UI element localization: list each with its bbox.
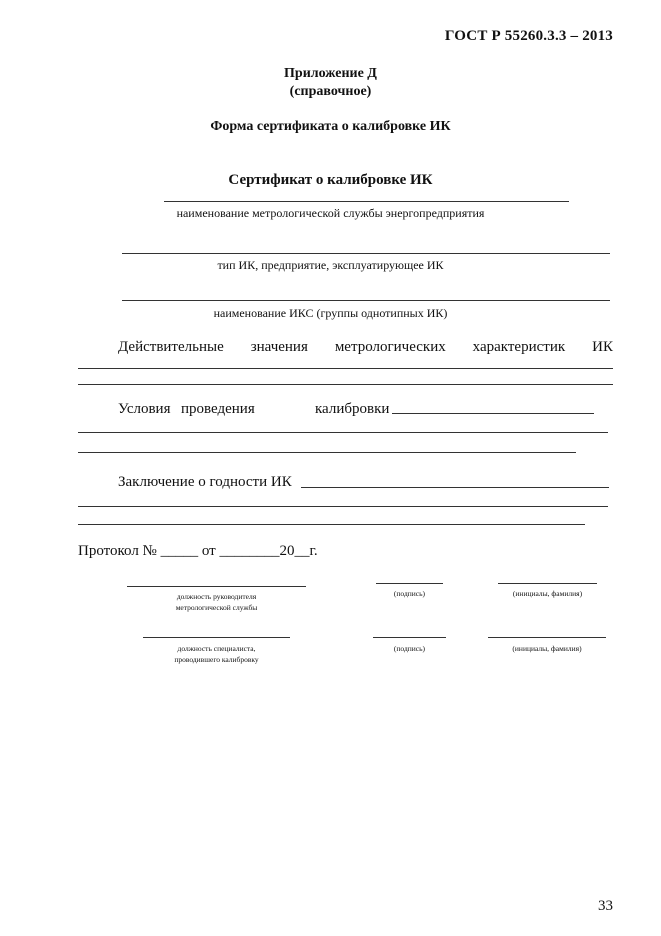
ik-type-line[interactable] [122,253,610,254]
appendix-title: Приложение Д [284,66,377,81]
actual-values-word: значения [250,339,308,355]
conditions-word: Условия [118,401,171,417]
conditions-word: калибровки [315,401,390,417]
head-signature-line[interactable] [376,583,443,584]
specialist-initials-line[interactable] [488,637,606,638]
head-signature-caption: (подпись) [393,589,426,598]
conditions-word: проведения [181,401,255,417]
conditions-line[interactable] [78,452,576,453]
iks-name-line[interactable] [122,300,610,301]
service-name-line[interactable] [164,201,569,202]
actual-values-word: метрологических [334,339,446,355]
conditions-line[interactable] [78,432,608,433]
actual-values-label [78,339,613,356]
head-position-line[interactable] [127,586,306,587]
conclusion-line[interactable] [301,487,609,488]
conditions-line[interactable] [392,413,594,414]
page-number: 33 [598,898,613,914]
document-header: ГОСТ Р 55260.3.3 – 2013 [444,28,613,44]
actual-values-line[interactable] [78,368,613,369]
actual-values-word: характеристик [472,339,566,355]
specialist-signature-caption: (подпись) [393,644,426,653]
actual-values-word: ИК [592,339,613,355]
conclusion-label: Заключение о годности ИК [118,474,292,490]
head-initials-line[interactable] [498,583,597,584]
protocol-line: Протокол № _____ от ________20__г. [78,543,318,559]
specialist-initials-caption: (инициалы, фамилия) [512,644,582,653]
head-initials-caption: (инициалы, фамилия) [512,589,583,598]
certificate-title: Сертификат о калибровке ИК [228,172,433,188]
ik-type-caption: тип ИК, предприятие, эксплуатирующее ИК [217,258,444,272]
iks-name-caption: наименование ИКС (группы однотипных ИК) [213,306,448,320]
form-title: Форма сертификата о калибровке ИК [210,119,451,134]
appendix-subtitle: (справочное) [289,84,372,99]
specialist-position-line[interactable] [143,637,290,638]
actual-values-word: Действительные [118,339,224,355]
specialist-signature-line[interactable] [373,637,446,638]
head-position-caption: должность руководителя метрологической службы [175,592,258,612]
conclusion-line[interactable] [78,524,585,525]
service-name-caption: наименование метрологической службы энергопредприятия [176,206,485,220]
conclusion-line[interactable] [78,506,608,507]
actual-values-line[interactable] [78,384,613,385]
specialist-position-caption: должность специалиста, проводившего калибровку [174,644,259,664]
